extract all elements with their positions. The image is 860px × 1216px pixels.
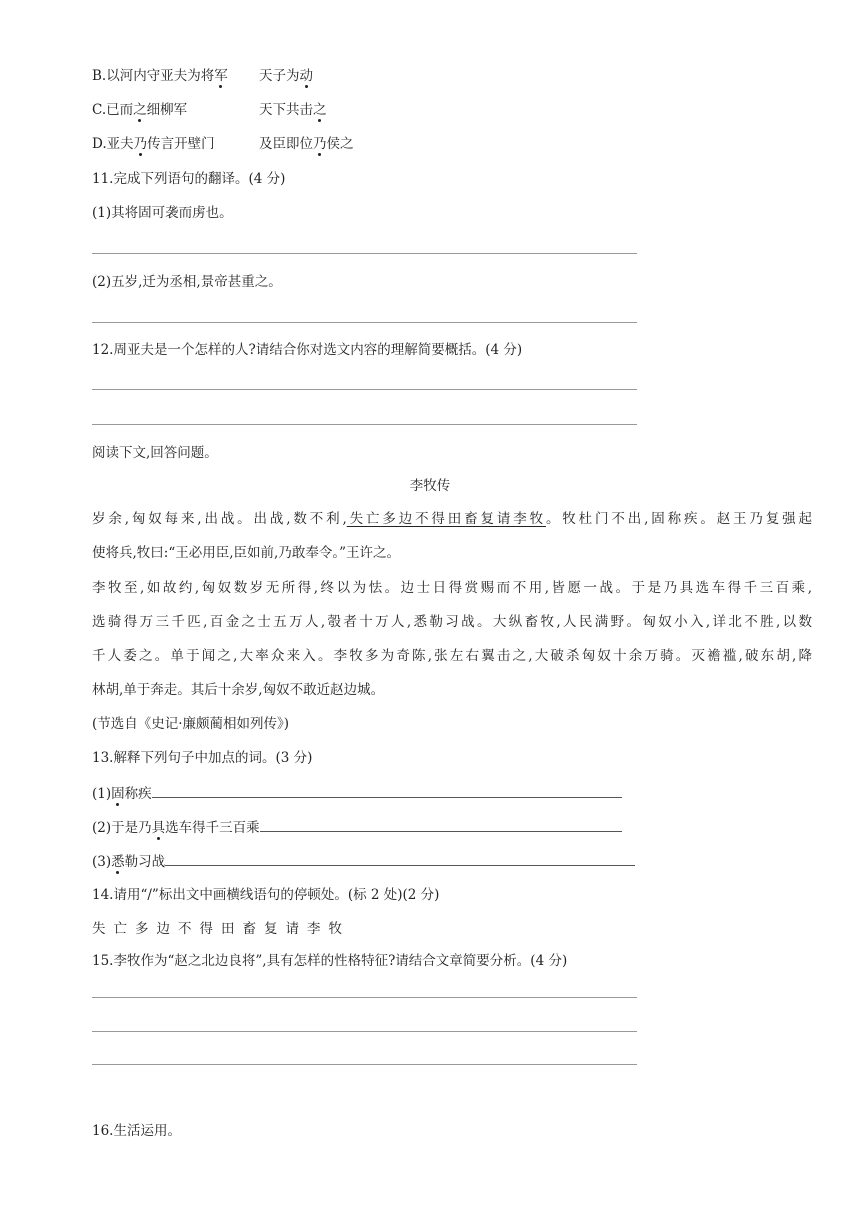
q13-item-text: 称疾 xyxy=(124,786,152,802)
option-c xyxy=(92,100,187,120)
passage-line: 选骑得万三千匹,百金之士五万人,彀者十万人,悉勒习战。大纵畜牧,人民满野。匈奴小入,详北不胜,以数 xyxy=(92,614,812,630)
q13-item-2 xyxy=(92,816,622,838)
option-b-right-text: 天子为 xyxy=(259,68,300,84)
q11-answer-line-1[interactable] xyxy=(92,253,637,254)
q13-title: 13.解释下列句子中加点的词。(3 分) xyxy=(92,750,313,766)
option-c-right xyxy=(259,100,327,120)
option-c-text: C.已而 xyxy=(92,102,134,118)
passage-source: (节选自《史记·廉颇蔺相如列传》) xyxy=(92,716,290,732)
passage-line: 使将兵,牧曰:“王必用臣,臣如前,乃敢奉令。”王许之。 xyxy=(92,545,400,561)
passage-line: 李牧至,如故约,匈奴数岁无所得,终以为怯。边士日得赏赐而不用,皆愿一战。于是乃具选车得千三百乘, xyxy=(92,580,812,596)
option-d xyxy=(92,134,215,154)
option-d-text-end: 传言开壁门 xyxy=(147,136,215,152)
q13-item-text: 选车得千三百乘 xyxy=(165,820,260,836)
q11-sentence-2: (2)五岁,迁为丞相,景帝甚重之。 xyxy=(92,274,282,290)
q13-item-label: (2)于是乃 xyxy=(92,820,152,836)
option-d-right-text-end: 侯之 xyxy=(326,136,354,152)
dotted-word: 军 xyxy=(214,68,228,84)
q11-answer-line-2[interactable] xyxy=(92,322,637,323)
passage-text: 岁余,匈奴每来,出战。出战,数不利, xyxy=(92,511,347,527)
q16-title: 16.生活运用。 xyxy=(92,1123,181,1139)
dotted-word: 乃 xyxy=(133,136,148,152)
q15-title: 15.李牧作为“赵之北边良将”,具有怎样的性格特征?请结合文章简要分析。(4 分) xyxy=(92,953,568,969)
option-d-right xyxy=(259,134,354,154)
dotted-word: 悉 xyxy=(111,854,125,870)
option-b-text: B.以河内守亚夫为将 xyxy=(92,68,215,84)
option-c-right-text: 天下共击 xyxy=(259,102,313,118)
q14-sentence[interactable]: 失亡多边不得田畜复请李牧 xyxy=(92,921,350,937)
q11-sentence-1: (1)其将固可袭而虏也。 xyxy=(92,205,233,221)
q13-answer-blank-2[interactable] xyxy=(260,816,622,832)
q15-answer-line-3[interactable] xyxy=(92,1064,637,1065)
passage-title: 李牧传 xyxy=(409,478,451,494)
q14-title: 14.请用“/”标出文中画横线语句的停顿处。(标 2 处)(2 分) xyxy=(92,887,440,903)
q12-answer-line-2[interactable] xyxy=(92,424,637,425)
q12-title: 12.周亚夫是一个怎样的人?请结合你对选文内容的理解简要概括。(4 分) xyxy=(92,342,523,358)
dotted-word: 之 xyxy=(133,102,147,118)
q13-item-text: 勒习战 xyxy=(124,854,166,870)
dotted-word: 之 xyxy=(313,102,327,118)
option-c-text-end: 细柳军 xyxy=(146,102,188,118)
q13-answer-blank-1[interactable] xyxy=(152,782,622,798)
q11-title: 11.完成下列语句的翻译。(4 分) xyxy=(92,171,286,187)
option-b xyxy=(92,66,228,86)
reading-intro: 阅读下文,回答问题。 xyxy=(92,445,218,461)
dotted-word: 动 xyxy=(299,68,313,84)
passage-line: 林胡,单于奔走。其后十余岁,匈奴不敢近赵边城。 xyxy=(92,682,385,698)
dotted-word: 固 xyxy=(111,786,125,802)
option-d-right-text: 及臣即位 xyxy=(259,136,313,152)
option-d-text: D.亚夫 xyxy=(92,136,134,152)
q13-item-3 xyxy=(92,850,635,872)
passage-text: 。牧杜门不出,固称疾。赵王乃复强起 xyxy=(545,511,812,527)
q13-item-label: (3) xyxy=(92,854,112,870)
option-b-right xyxy=(259,66,313,86)
passage-line: 千人委之。单于闻之,大率众来入。李牧多为奇陈,张左右翼击之,大破杀匈奴十余万骑。灭襜褴,破东胡,降 xyxy=(92,648,812,664)
q13-item-1 xyxy=(92,782,622,804)
q13-answer-blank-3[interactable] xyxy=(165,850,635,866)
q15-answer-line-1[interactable] xyxy=(92,997,637,998)
dotted-word: 乃 xyxy=(313,136,327,152)
q13-item-label: (1) xyxy=(92,786,112,802)
underlined-sentence: 失亡多边不得田畜复请李牧 xyxy=(346,511,546,527)
q12-answer-line-1[interactable] xyxy=(92,389,637,390)
q15-answer-line-2[interactable] xyxy=(92,1031,637,1032)
passage-line xyxy=(92,509,812,529)
dotted-word: 具 xyxy=(151,820,166,836)
